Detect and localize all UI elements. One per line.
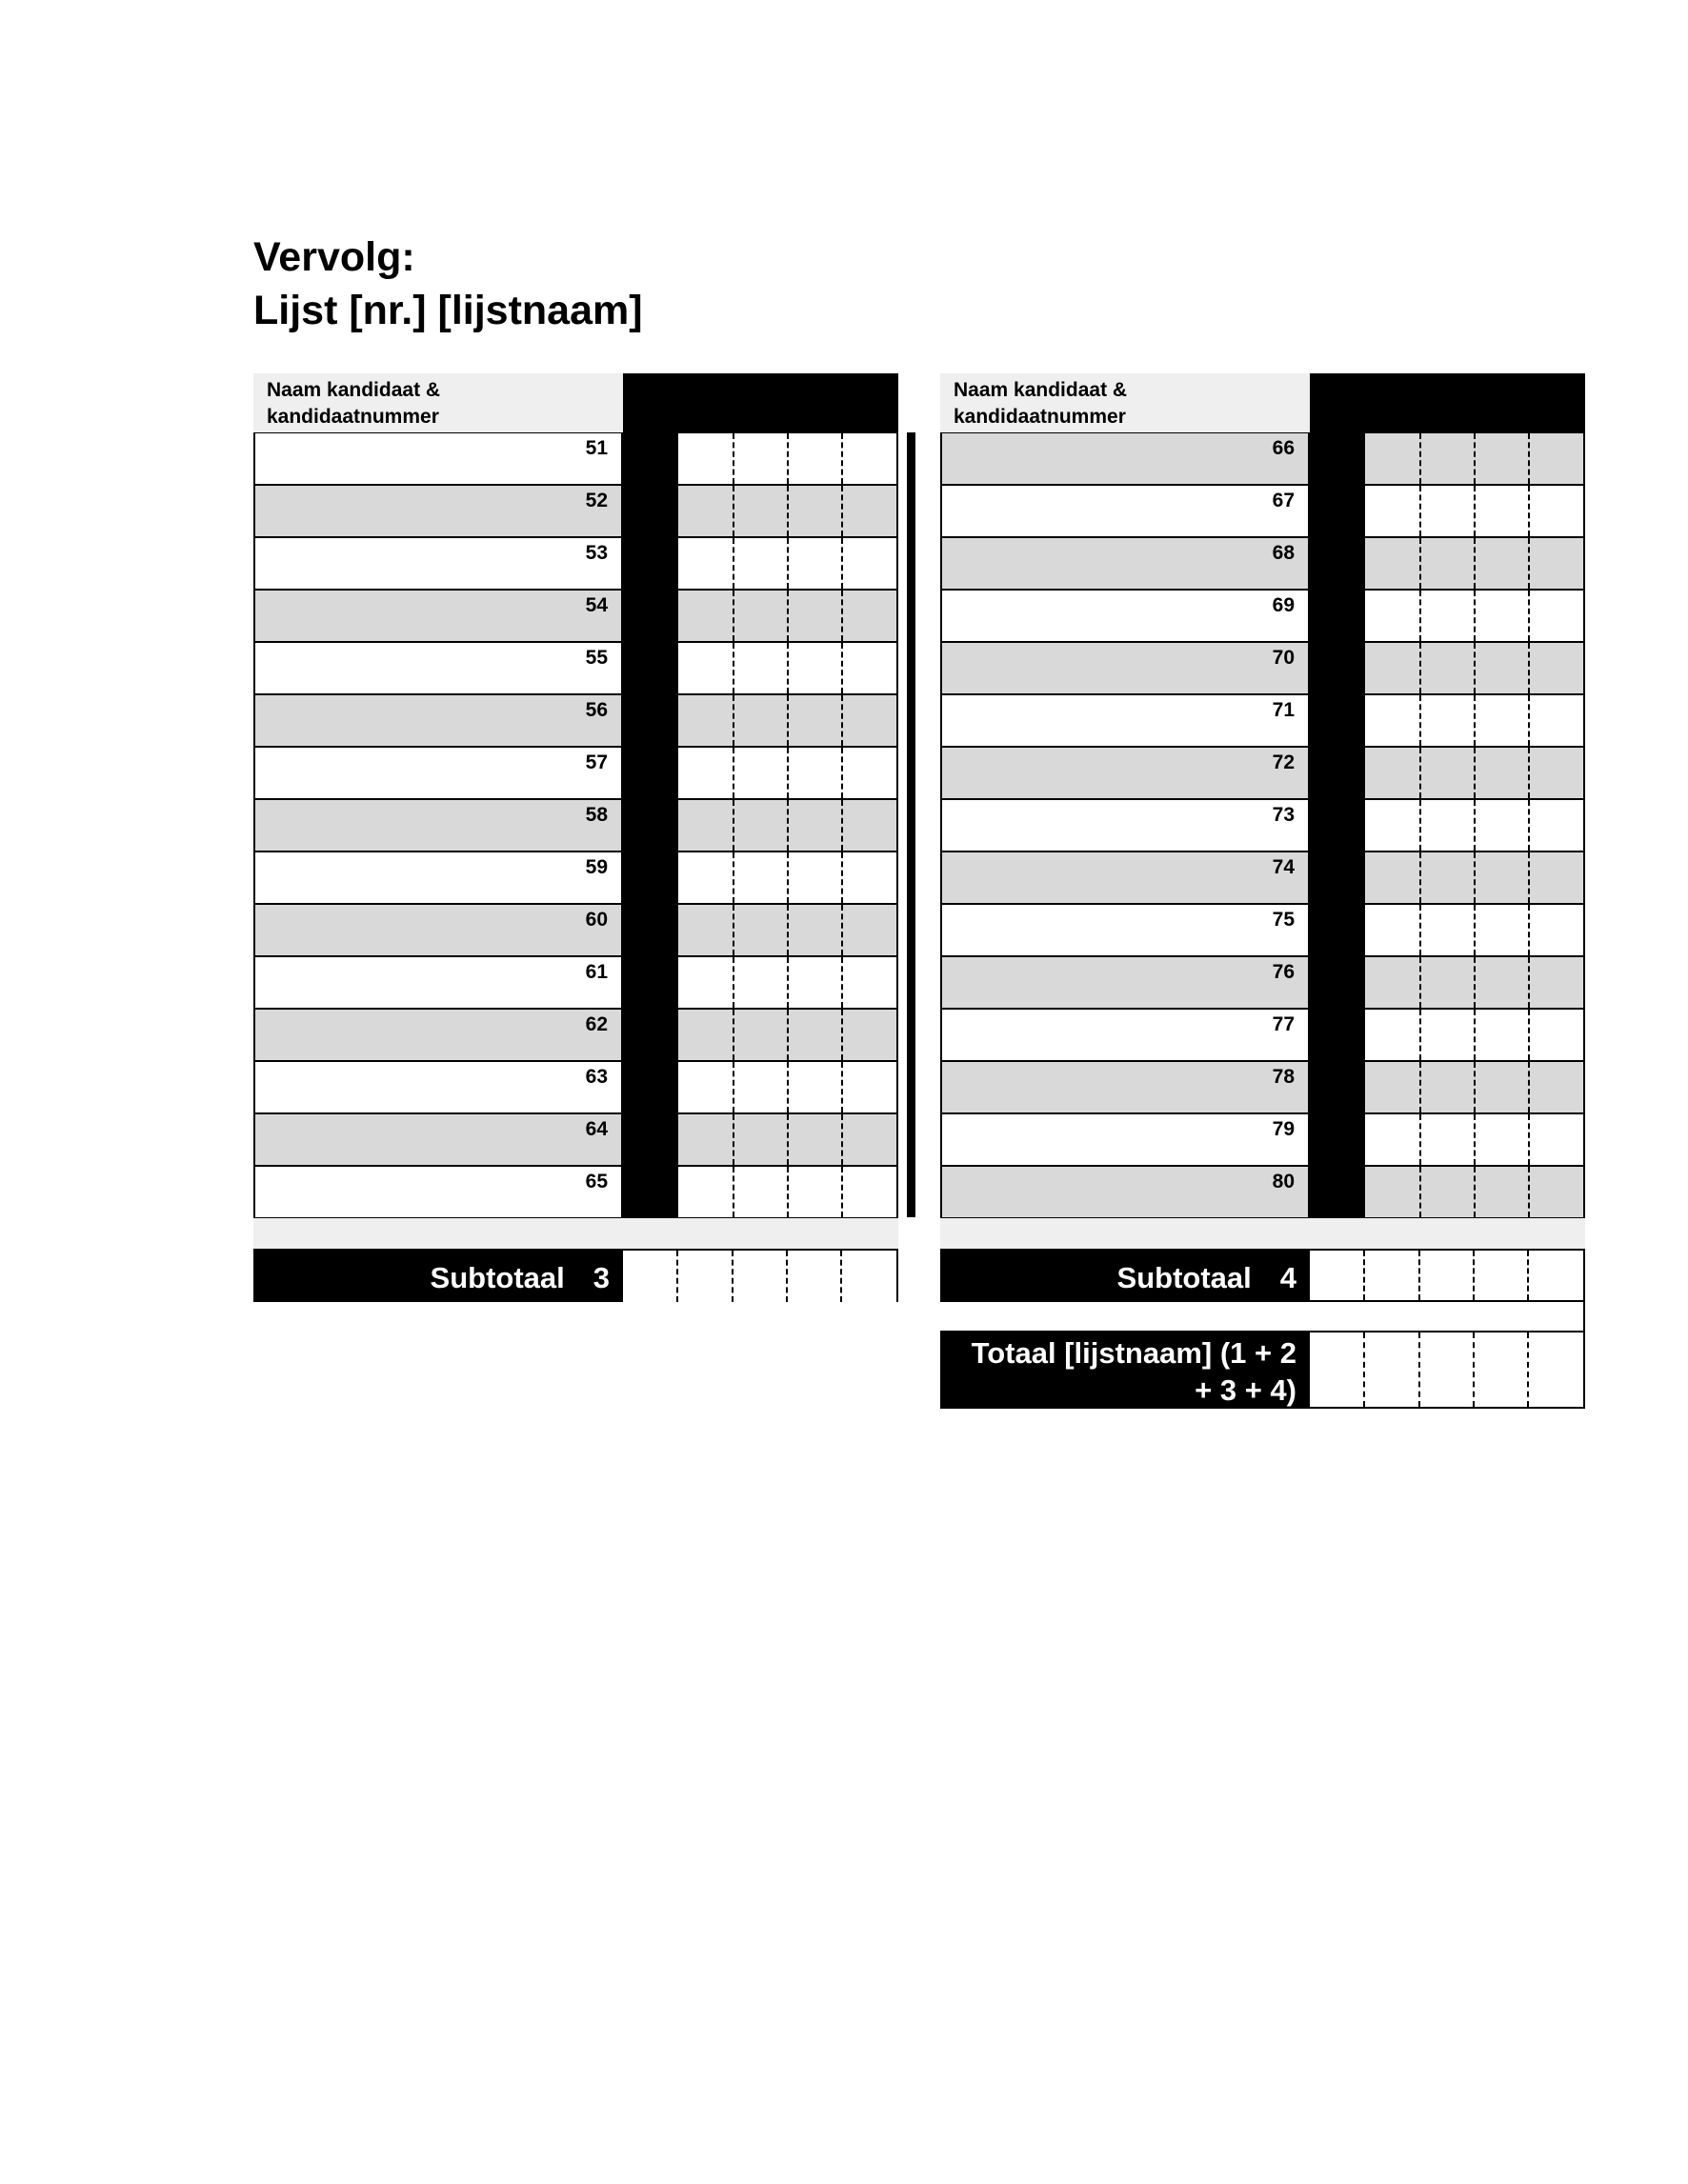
- candidate-name-field[interactable]: [253, 1009, 623, 1061]
- candidate-number: 61: [585, 961, 608, 983]
- row-black-block: [623, 485, 678, 537]
- candidate-name-field[interactable]: [940, 694, 1310, 747]
- digit-divider: [841, 591, 843, 641]
- row-black-block: [623, 590, 678, 642]
- candidate-row: [253, 852, 898, 904]
- candidate-number: 69: [1272, 594, 1295, 616]
- digit-divider: [1419, 643, 1421, 693]
- candidate-vote-input[interactable]: [1365, 904, 1585, 956]
- digit-divider: [1419, 1114, 1421, 1165]
- digit-divider: [676, 1251, 678, 1302]
- row-black-block: [1310, 1113, 1365, 1166]
- digit-divider: [787, 1062, 789, 1112]
- digit-divider: [1474, 643, 1476, 693]
- column-header-name: Naam kandidaat & kandidaatnummer: [940, 373, 1310, 432]
- candidate-vote-input[interactable]: [678, 1009, 898, 1061]
- candidate-number: 60: [585, 909, 608, 931]
- table-header: [253, 373, 898, 432]
- candidate-name-field[interactable]: [940, 432, 1310, 485]
- digit-divider: [787, 695, 789, 746]
- candidate-name-field[interactable]: [940, 1061, 1310, 1113]
- candidate-name-field[interactable]: [253, 956, 623, 1009]
- digit-divider: [1419, 852, 1421, 903]
- digit-divider: [1418, 1332, 1420, 1407]
- row-black-block: [1310, 747, 1365, 799]
- candidate-number: 79: [1272, 1118, 1295, 1140]
- digit-divider: [733, 538, 734, 589]
- candidate-number: 64: [585, 1118, 608, 1140]
- candidate-name-field[interactable]: [253, 799, 623, 852]
- candidate-row: [940, 485, 1585, 537]
- candidate-row: [940, 432, 1585, 485]
- candidate-number: 77: [1272, 1013, 1295, 1035]
- candidate-number: 58: [585, 804, 608, 826]
- candidate-vote-input[interactable]: [678, 747, 898, 799]
- candidate-row: [940, 694, 1585, 747]
- candidate-row: [940, 537, 1585, 590]
- page-title: [253, 230, 643, 337]
- digit-divider: [1419, 538, 1421, 589]
- candidate-vote-input[interactable]: [678, 852, 898, 904]
- digit-divider: [733, 695, 734, 746]
- candidate-rows: [253, 432, 898, 1218]
- candidate-number: 75: [1272, 909, 1295, 931]
- candidate-vote-input[interactable]: [1365, 1061, 1585, 1113]
- digit-divider: [1528, 695, 1530, 746]
- row-black-block: [1310, 852, 1365, 904]
- digit-divider: [1419, 433, 1421, 484]
- digit-divider: [1473, 1332, 1475, 1407]
- row-black-block: [1310, 694, 1365, 747]
- title-line-2: Lijst [nr.] [lijstnaam]: [253, 288, 643, 333]
- digit-divider: [787, 486, 789, 536]
- digit-divider: [733, 1010, 734, 1060]
- candidate-row: [253, 642, 898, 694]
- row-black-block: [623, 956, 678, 1009]
- row-black-block: [623, 642, 678, 694]
- candidate-row: [940, 1061, 1585, 1113]
- candidate-row: [940, 642, 1585, 694]
- candidate-name-field[interactable]: [253, 537, 623, 590]
- header-black-block: [623, 373, 898, 432]
- digit-divider: [1528, 433, 1530, 484]
- candidate-number: 65: [585, 1171, 608, 1192]
- subtotal-vote-input[interactable]: [623, 1249, 898, 1302]
- digit-divider: [841, 748, 843, 798]
- candidate-number: 54: [585, 594, 608, 616]
- candidate-number: 73: [1272, 804, 1295, 826]
- candidate-name-field[interactable]: [253, 1061, 623, 1113]
- row-black-block: [623, 1009, 678, 1061]
- total-row: [940, 1332, 1585, 1409]
- digit-divider: [1474, 800, 1476, 851]
- digit-divider: [1528, 486, 1530, 536]
- subtotal-label: Subtotaal: [430, 1261, 565, 1294]
- candidate-number: 57: [585, 751, 608, 773]
- candidate-name-field[interactable]: [940, 485, 1310, 537]
- candidate-number: 66: [1272, 437, 1295, 459]
- digit-divider: [841, 643, 843, 693]
- column-divider: [907, 432, 915, 1217]
- digit-divider: [1528, 538, 1530, 589]
- digit-divider: [1419, 591, 1421, 641]
- candidate-row: [253, 904, 898, 956]
- candidate-vote-input[interactable]: [1365, 432, 1585, 485]
- digit-divider: [841, 538, 843, 589]
- digit-divider: [1527, 1251, 1529, 1300]
- digit-divider: [841, 957, 843, 1008]
- digit-divider: [1474, 957, 1476, 1008]
- candidate-row: [940, 852, 1585, 904]
- digit-divider: [733, 1167, 734, 1217]
- candidate-vote-input[interactable]: [1365, 956, 1585, 1009]
- candidate-vote-input[interactable]: [1365, 485, 1585, 537]
- row-black-block: [623, 432, 678, 485]
- subtotal-label-cell: [940, 1249, 1310, 1302]
- candidate-number: 55: [585, 647, 608, 669]
- digit-divider: [841, 800, 843, 851]
- candidate-name-field[interactable]: [253, 1113, 623, 1166]
- candidate-name-field[interactable]: [253, 852, 623, 904]
- candidate-number: 63: [585, 1066, 608, 1088]
- digit-divider: [733, 1062, 734, 1112]
- candidate-vote-input[interactable]: [1365, 1009, 1585, 1061]
- digit-divider: [841, 905, 843, 955]
- row-black-block: [1310, 904, 1365, 956]
- candidate-row: [253, 799, 898, 852]
- candidate-name-field[interactable]: [940, 537, 1310, 590]
- candidate-row: [253, 1113, 898, 1166]
- candidate-row: [253, 747, 898, 799]
- digit-divider: [1528, 591, 1530, 641]
- digit-divider: [1419, 905, 1421, 955]
- candidate-row: [253, 956, 898, 1009]
- row-black-block: [1310, 956, 1365, 1009]
- row-black-block: [623, 799, 678, 852]
- candidate-name-field[interactable]: [940, 747, 1310, 799]
- digit-divider: [1419, 748, 1421, 798]
- header-black-block: [1310, 373, 1585, 432]
- candidate-name-field[interactable]: [253, 432, 623, 485]
- digit-divider: [1528, 1010, 1530, 1060]
- digit-divider: [787, 643, 789, 693]
- candidate-row: [940, 590, 1585, 642]
- candidate-name-field[interactable]: [940, 956, 1310, 1009]
- candidate-row: [940, 1113, 1585, 1166]
- candidate-vote-input[interactable]: [1365, 590, 1585, 642]
- digit-divider: [1474, 695, 1476, 746]
- candidate-name-field[interactable]: [253, 694, 623, 747]
- candidate-name-field[interactable]: [253, 747, 623, 799]
- candidate-vote-input[interactable]: [678, 904, 898, 956]
- candidate-row: [253, 1061, 898, 1113]
- candidate-name-field[interactable]: [253, 485, 623, 537]
- subtotal-row: [940, 1249, 1585, 1302]
- digit-divider: [1528, 905, 1530, 955]
- row-black-block: [623, 747, 678, 799]
- candidate-number: 52: [585, 490, 608, 511]
- subtotal-number: 4: [1279, 1261, 1296, 1294]
- candidate-number: 80: [1272, 1171, 1295, 1192]
- digit-divider: [1418, 1251, 1420, 1300]
- row-black-block: [623, 694, 678, 747]
- digit-divider: [732, 1251, 733, 1302]
- candidate-number: 76: [1272, 961, 1295, 983]
- row-black-block: [623, 1166, 678, 1218]
- candidate-row: [253, 1009, 898, 1061]
- candidate-vote-input[interactable]: [1365, 642, 1585, 694]
- digit-divider: [1474, 591, 1476, 641]
- candidate-vote-input[interactable]: [1365, 1166, 1585, 1218]
- digit-divider: [1419, 800, 1421, 851]
- digit-divider: [787, 591, 789, 641]
- row-black-block: [1310, 642, 1365, 694]
- digit-divider: [787, 433, 789, 484]
- digit-divider: [1474, 1062, 1476, 1112]
- candidate-row: [940, 1166, 1585, 1218]
- digit-divider: [1528, 800, 1530, 851]
- total-spacer: [940, 1302, 1585, 1332]
- total-vote-input[interactable]: [1310, 1332, 1585, 1409]
- table-gap: [940, 1218, 1585, 1249]
- digit-divider: [841, 1114, 843, 1165]
- digit-divider: [1474, 433, 1476, 484]
- subtotal-label: Subtotaal: [1116, 1261, 1252, 1294]
- digit-divider: [1474, 748, 1476, 798]
- digit-divider: [841, 852, 843, 903]
- candidate-table-left: [253, 373, 898, 1302]
- row-black-block: [1310, 1166, 1365, 1218]
- digit-divider: [1419, 1167, 1421, 1217]
- candidate-number: 67: [1272, 490, 1295, 511]
- column-header-name: Naam kandidaat & kandidaatnummer: [253, 373, 623, 432]
- candidate-row: [253, 537, 898, 590]
- candidate-vote-input[interactable]: [678, 1166, 898, 1218]
- digit-divider: [787, 905, 789, 955]
- digit-divider: [1363, 1332, 1365, 1407]
- digit-divider: [733, 748, 734, 798]
- digit-divider: [1474, 905, 1476, 955]
- subtotal-number: 3: [593, 1261, 610, 1294]
- candidate-vote-input[interactable]: [678, 642, 898, 694]
- table-header: [940, 373, 1585, 432]
- digit-divider: [1473, 1251, 1475, 1300]
- candidate-vote-input[interactable]: [678, 799, 898, 852]
- candidate-vote-input[interactable]: [678, 485, 898, 537]
- candidate-name-field[interactable]: [940, 1166, 1310, 1218]
- candidate-vote-input[interactable]: [1365, 694, 1585, 747]
- total-label: Totaal [lijstnaam] (1 + 2 + 3 + 4): [940, 1332, 1310, 1409]
- candidate-vote-input[interactable]: [678, 432, 898, 485]
- candidate-vote-input[interactable]: [1365, 852, 1585, 904]
- row-black-block: [1310, 1061, 1365, 1113]
- digit-divider: [1474, 538, 1476, 589]
- digit-divider: [1528, 1167, 1530, 1217]
- candidate-vote-input[interactable]: [1365, 799, 1585, 852]
- digit-divider: [787, 852, 789, 903]
- candidate-number: 78: [1272, 1066, 1295, 1088]
- row-black-block: [1310, 537, 1365, 590]
- row-black-block: [623, 1061, 678, 1113]
- digit-divider: [787, 800, 789, 851]
- row-black-block: [1310, 485, 1365, 537]
- candidate-row: [940, 747, 1585, 799]
- digit-divider: [786, 1251, 788, 1302]
- digit-divider: [1419, 695, 1421, 746]
- candidate-rows: [940, 432, 1585, 1218]
- candidate-vote-input[interactable]: [678, 694, 898, 747]
- digit-divider: [733, 643, 734, 693]
- candidate-name-field[interactable]: [253, 590, 623, 642]
- row-black-block: [623, 1113, 678, 1166]
- subtotal-row: [253, 1249, 898, 1302]
- candidate-vote-input[interactable]: [1365, 1113, 1585, 1166]
- candidate-name-field[interactable]: [940, 1113, 1310, 1166]
- row-black-block: [1310, 432, 1365, 485]
- candidate-row: [253, 1166, 898, 1218]
- candidate-name-field[interactable]: [940, 1009, 1310, 1061]
- candidate-vote-input[interactable]: [678, 537, 898, 590]
- digit-divider: [1527, 1332, 1529, 1407]
- candidate-number: 74: [1272, 856, 1295, 878]
- candidate-name-field[interactable]: [940, 852, 1310, 904]
- digit-divider: [787, 1167, 789, 1217]
- candidate-number: 71: [1272, 699, 1295, 721]
- candidate-number: 51: [585, 437, 608, 459]
- candidate-number: 68: [1272, 542, 1295, 564]
- candidate-row: [253, 590, 898, 642]
- digit-divider: [1419, 1062, 1421, 1112]
- digit-divider: [1528, 852, 1530, 903]
- digit-divider: [1363, 1251, 1365, 1300]
- candidate-number: 56: [585, 699, 608, 721]
- digit-divider: [787, 1114, 789, 1165]
- digit-divider: [733, 957, 734, 1008]
- digit-divider: [1474, 852, 1476, 903]
- candidate-vote-input[interactable]: [678, 956, 898, 1009]
- digit-divider: [733, 852, 734, 903]
- row-black-block: [623, 537, 678, 590]
- candidate-vote-input[interactable]: [678, 1061, 898, 1113]
- candidate-name-field[interactable]: [940, 590, 1310, 642]
- digit-divider: [1419, 486, 1421, 536]
- digit-divider: [1474, 1010, 1476, 1060]
- digit-divider: [1474, 1114, 1476, 1165]
- digit-divider: [841, 1167, 843, 1217]
- candidate-name-field[interactable]: [253, 1166, 623, 1218]
- candidate-number: 62: [585, 1013, 608, 1035]
- row-black-block: [1310, 1009, 1365, 1061]
- candidate-row: [253, 485, 898, 537]
- digit-divider: [1528, 1114, 1530, 1165]
- candidate-row: [253, 694, 898, 747]
- digit-divider: [733, 591, 734, 641]
- digit-divider: [787, 538, 789, 589]
- digit-divider: [840, 1251, 842, 1302]
- digit-divider: [1528, 957, 1530, 1008]
- table-gap: [253, 1218, 898, 1249]
- digit-divider: [787, 1010, 789, 1060]
- digit-divider: [787, 748, 789, 798]
- candidate-row: [940, 904, 1585, 956]
- candidate-row: [940, 956, 1585, 1009]
- subtotal-label-cell: [253, 1249, 623, 1302]
- digit-divider: [1419, 957, 1421, 1008]
- digit-divider: [841, 433, 843, 484]
- candidate-vote-input[interactable]: [678, 1113, 898, 1166]
- digit-divider: [1528, 748, 1530, 798]
- candidate-vote-input[interactable]: [1365, 537, 1585, 590]
- candidate-name-field[interactable]: [940, 799, 1310, 852]
- digit-divider: [841, 486, 843, 536]
- digit-divider: [1474, 1167, 1476, 1217]
- candidate-vote-input[interactable]: [678, 590, 898, 642]
- candidate-name-field[interactable]: [253, 642, 623, 694]
- digit-divider: [1419, 1010, 1421, 1060]
- digit-divider: [841, 695, 843, 746]
- candidate-row: [940, 1009, 1585, 1061]
- digit-divider: [733, 486, 734, 536]
- candidate-name-field[interactable]: [940, 642, 1310, 694]
- row-black-block: [1310, 799, 1365, 852]
- digit-divider: [841, 1062, 843, 1112]
- candidate-name-field[interactable]: [253, 904, 623, 956]
- title-line-1: Vervolg:: [253, 234, 415, 280]
- candidate-number: 53: [585, 542, 608, 564]
- digit-divider: [733, 800, 734, 851]
- row-black-block: [623, 852, 678, 904]
- digit-divider: [841, 1010, 843, 1060]
- row-black-block: [623, 904, 678, 956]
- digit-divider: [1528, 1062, 1530, 1112]
- candidate-table-right: [940, 373, 1585, 1409]
- candidate-number: 72: [1272, 751, 1295, 773]
- digit-divider: [733, 433, 734, 484]
- candidate-row: [940, 799, 1585, 852]
- digit-divider: [1474, 486, 1476, 536]
- digit-divider: [1528, 643, 1530, 693]
- subtotal-vote-input[interactable]: [1310, 1249, 1585, 1302]
- candidate-number: 70: [1272, 647, 1295, 669]
- digit-divider: [787, 957, 789, 1008]
- digit-divider: [733, 905, 734, 955]
- row-black-block: [1310, 590, 1365, 642]
- candidate-number: 59: [585, 856, 608, 878]
- candidate-row: [253, 432, 898, 485]
- digit-divider: [733, 1114, 734, 1165]
- candidate-name-field[interactable]: [940, 904, 1310, 956]
- candidate-vote-input[interactable]: [1365, 747, 1585, 799]
